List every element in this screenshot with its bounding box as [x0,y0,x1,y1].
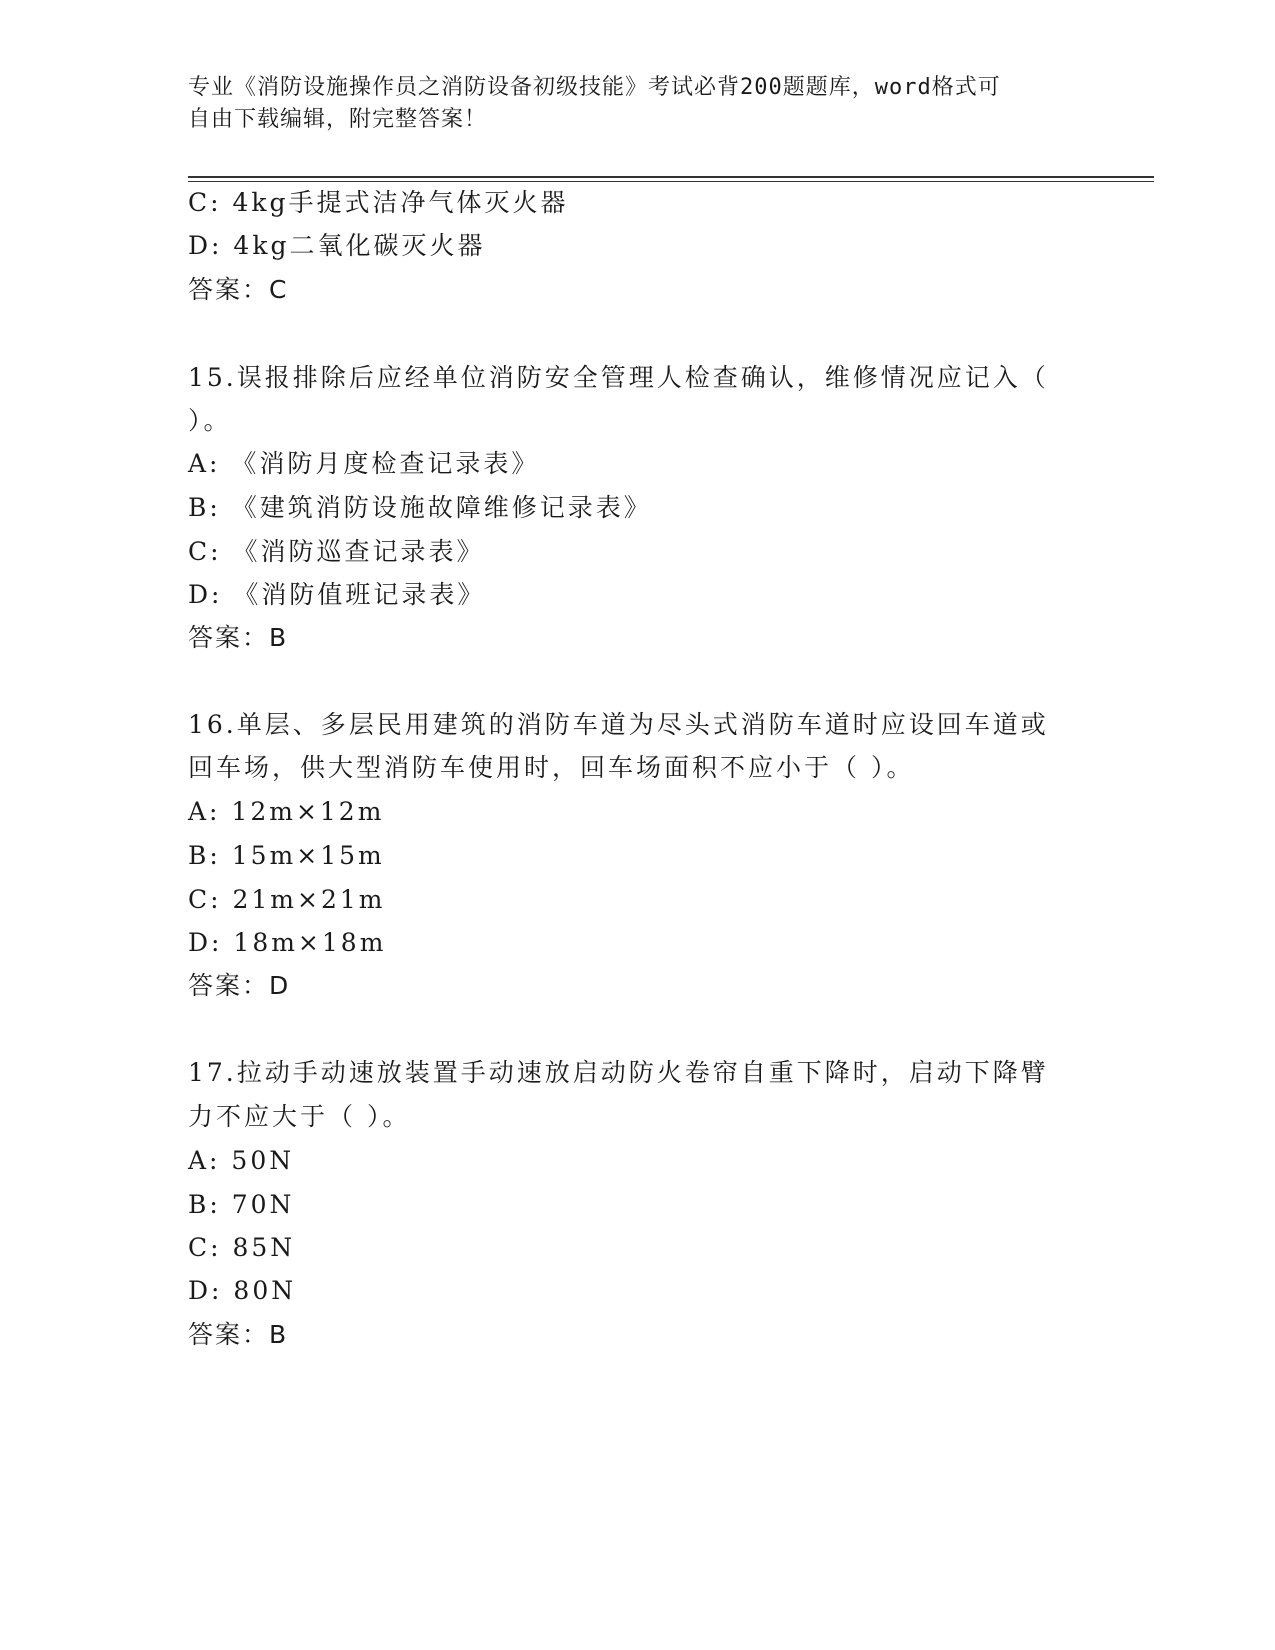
header-divider-thin [188,181,1154,182]
question-17-stem-line-2: 力不应大于（ ）。 [188,1102,411,1131]
question-17-option-c: C: 85N [188,1233,296,1262]
question-16-stem-line-2: 回车场，供大型消防车使用时，回车场面积不应小于（ ）。 [188,753,915,782]
question-16-option-c: C: 21m×21m [188,885,386,914]
header-title-line-2: 自由下载编辑，附完整答案！ [188,107,488,132]
question-17-option-b: B: 70N [188,1190,295,1219]
header-divider-thick [188,176,1154,178]
question-16-stem-line-1: 16.单层、多层民用建筑的消防车道为尽头式消防车道时应设回车道或 [188,710,1049,739]
question-15-stem-line-2: ）。 [188,406,232,435]
question-17-answer: 答案：B [188,1320,289,1349]
question-15-option-d: D: 《消防值班记录表》 [188,580,486,609]
question-15-option-a: A: 《消防月度检查记录表》 [188,449,540,478]
question-15-stem-line-1: 15.误报排除后应经单位消防安全管理人检查确认，维修情况应记入（ [188,363,1049,392]
prev-option-d: D: 4kg二氧化碳灭火器 [188,231,486,260]
question-15-option-c: C: 《消防巡查记录表》 [188,537,485,566]
question-16-option-a: A: 12m×12m [188,797,385,826]
question-15-answer: 答案：B [188,623,289,652]
question-15-option-b: B: 《建筑消防设施故障维修记录表》 [188,493,652,522]
question-16-option-b: B: 15m×15m [188,841,385,870]
question-16-answer: 答案：D [188,971,291,1000]
document-header [188,72,1068,136]
question-17-option-a: A: 50N [188,1146,295,1175]
header-title-line-1: 专业《消防设施操作员之消防设备初级技能》考试必背200题题库，word格式可 [188,75,1001,100]
prev-option-c: C: 4kg手提式洁净气体灭火器 [188,188,569,217]
question-17-option-d: D: 80N [188,1276,297,1305]
prev-answer: 答案：C [188,275,289,304]
question-17-stem-line-1: 17.拉动手动速放装置手动速放启动防火卷帘自重下降时，启动下降臂 [188,1058,1049,1087]
question-16-option-d: D: 18m×18m [188,928,387,957]
